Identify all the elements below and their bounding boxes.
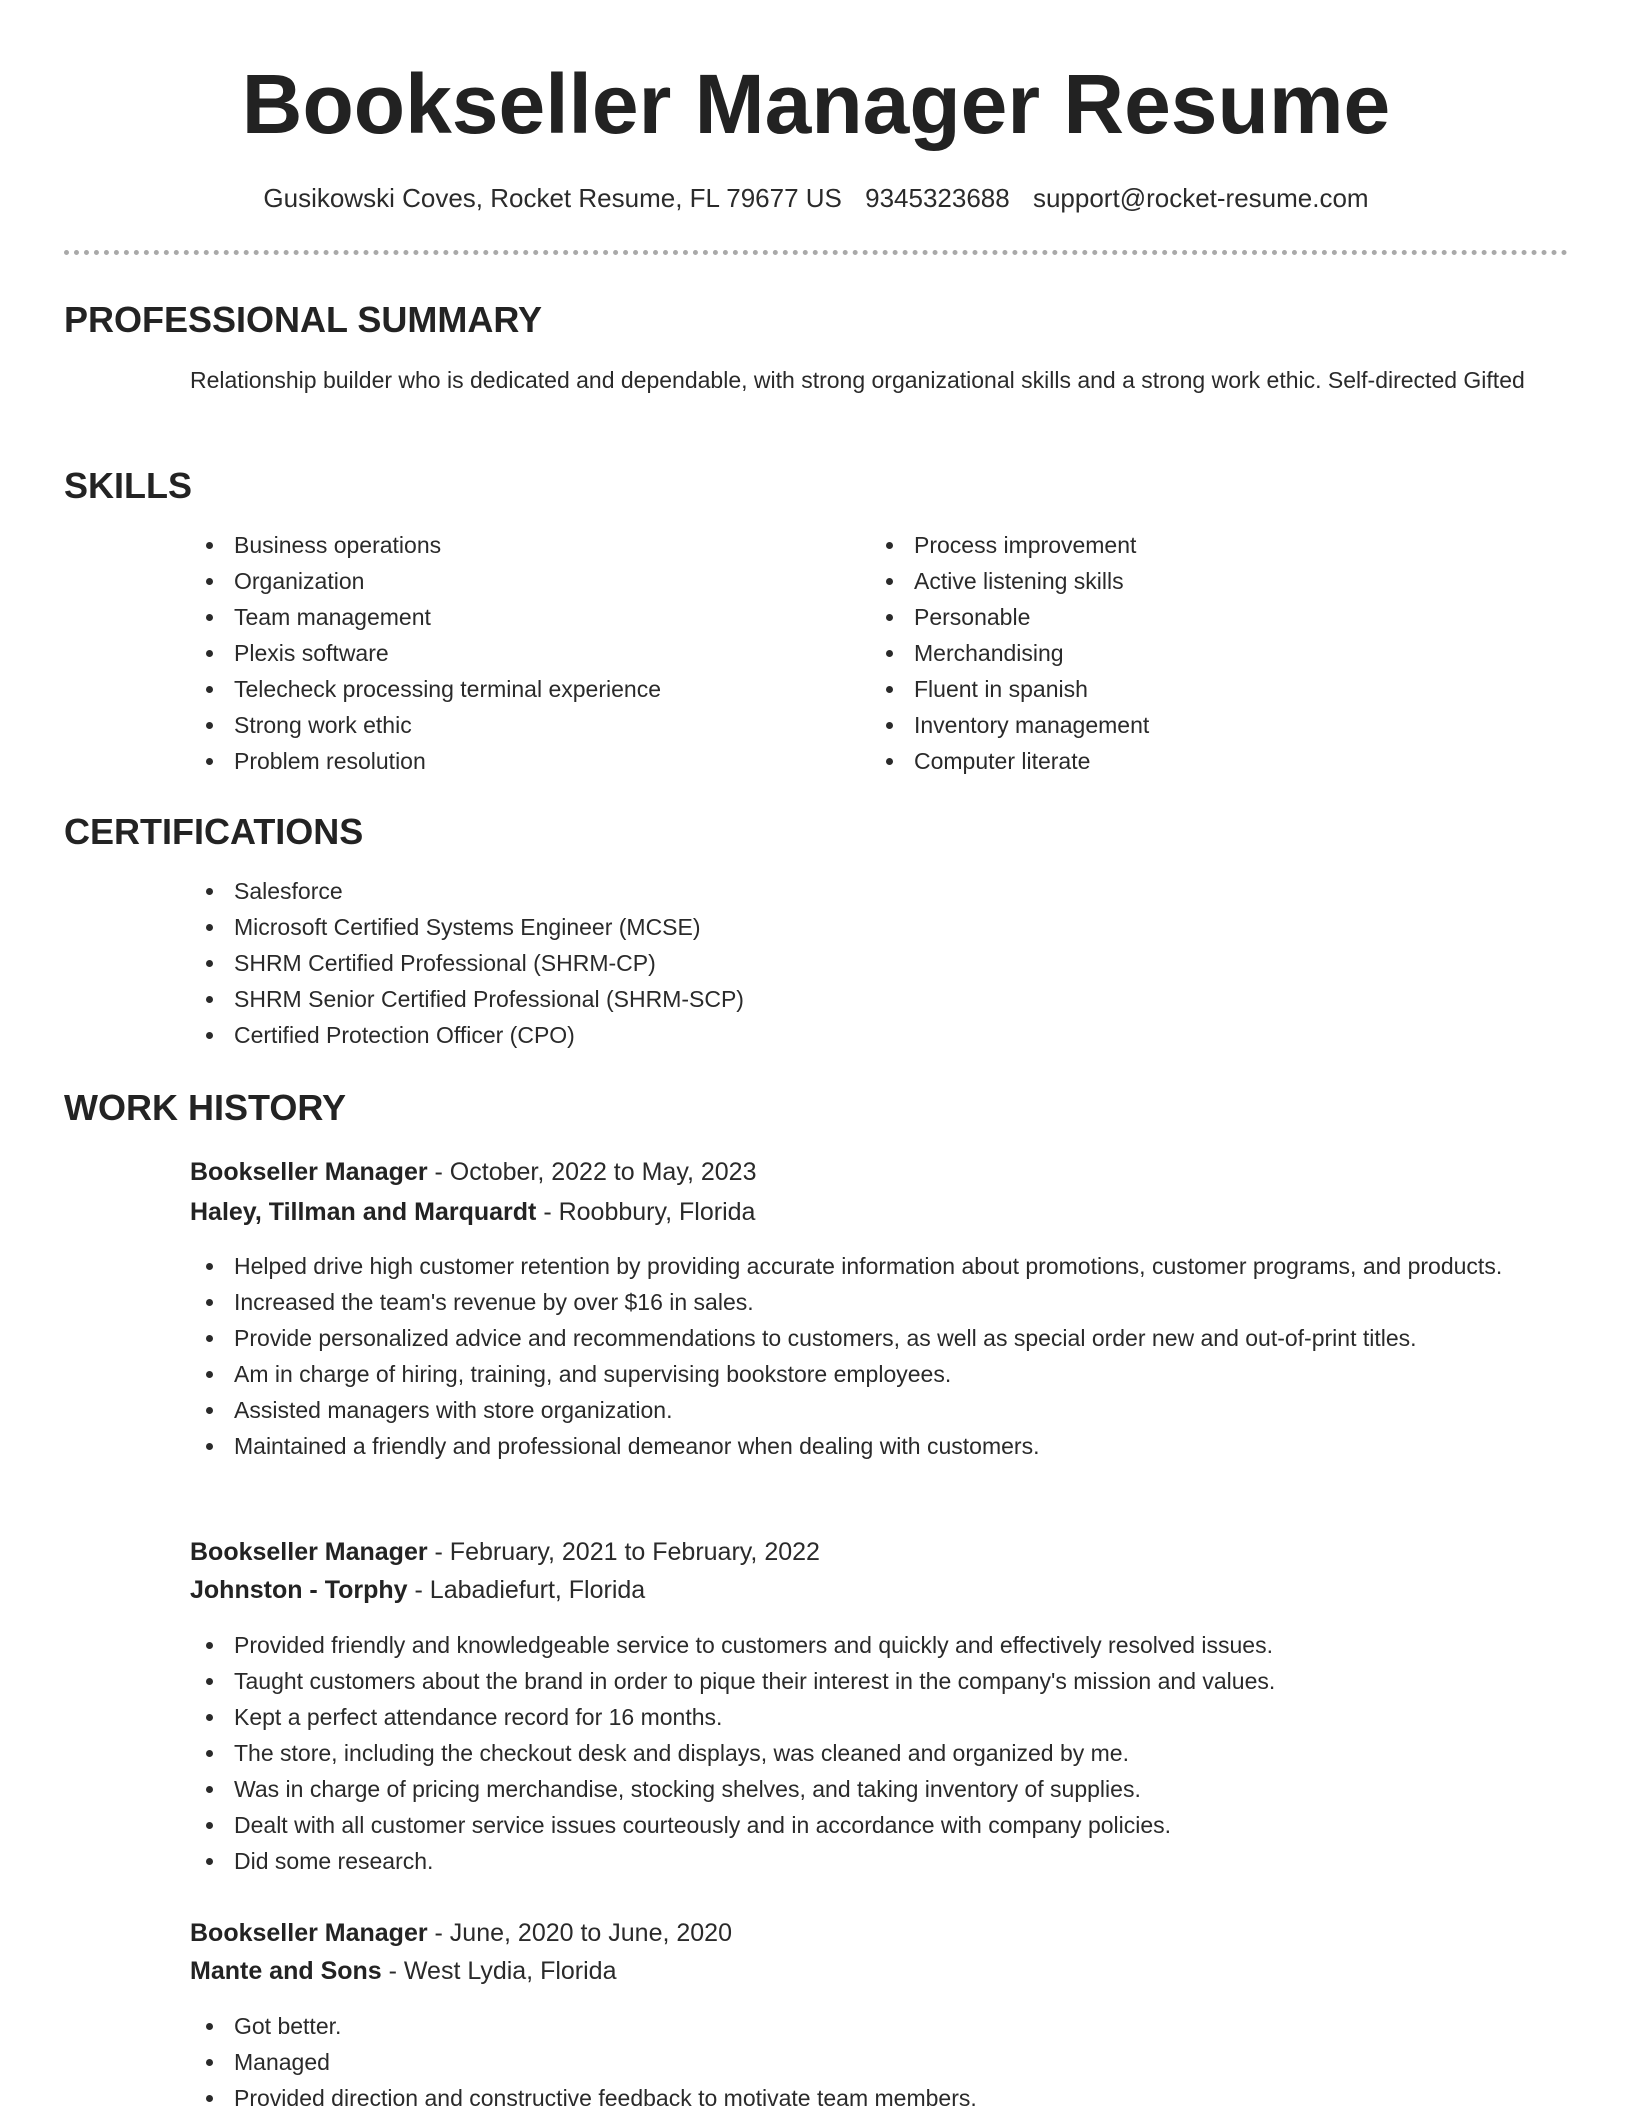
list-item: Telecheck processing terminal experience	[190, 671, 830, 707]
list-item: Salesforce	[190, 873, 1490, 909]
list-item: Inventory management	[870, 707, 1510, 743]
list-item: Microsoft Certified Systems Engineer (MCSE)	[190, 909, 1490, 945]
list-item: Organization	[190, 563, 830, 599]
job-title-line	[190, 1914, 732, 1952]
list-item: Process improvement	[870, 527, 1510, 563]
contact-email: support@rocket-resume.com	[1032, 183, 1369, 213]
list-item: Increased the team's revenue by over $16 in sales.	[190, 1284, 1530, 1320]
list-item: Computer literate	[870, 743, 1510, 779]
list-item: Problem resolution	[190, 743, 830, 779]
list-item: Provided direction and constructive feedback to motivate team members.	[190, 2080, 1530, 2116]
job-location: - Roobbury, Florida	[536, 1198, 756, 1226]
job-company: Mante and Sons	[190, 1957, 382, 1985]
list-item: Was in charge of pricing merchandise, stocking shelves, and taking inventory of supplies.	[190, 1771, 1530, 1807]
job-company-line	[190, 1193, 755, 1231]
summary-heading: PROFESSIONAL SUMMARY	[64, 299, 543, 340]
job-title-line	[190, 1533, 820, 1571]
contact-line	[0, 180, 1632, 216]
job-duties-list	[190, 1248, 1530, 1464]
list-item: The store, including the checkout desk and displays, was cleaned and organized by me.	[190, 1735, 1530, 1771]
job-title: Bookseller Manager	[190, 1919, 428, 1947]
list-item: Merchandising	[870, 635, 1510, 671]
job-company: Haley, Tillman and Marquardt	[190, 1198, 537, 1226]
skills-heading: SKILLS	[64, 465, 193, 506]
list-item: Maintained a friendly and professional demeanor when dealing with customers.	[190, 1428, 1530, 1464]
list-item: Am in charge of hiring, training, and supervising bookstore employees.	[190, 1356, 1530, 1392]
certifications-list	[190, 873, 1490, 1053]
job-company-line	[190, 1571, 645, 1609]
job-duties-list	[190, 1627, 1530, 1879]
job-location: - West Lydia, Florida	[381, 1957, 617, 1985]
list-item: Dealt with all customer service issues courteously and in accordance with company policies.	[190, 1807, 1530, 1843]
list-item: Provided friendly and knowledgeable service to customers and quickly and effectively resolved issues.	[190, 1627, 1530, 1663]
list-item: Plexis software	[190, 635, 830, 671]
job-location: - Labadiefurt, Florida	[407, 1576, 646, 1604]
job-title-line	[190, 1153, 757, 1191]
job-dates: - June, 2020 to June, 2020	[427, 1919, 732, 1947]
list-item: Managed	[190, 2044, 1530, 2080]
header-divider	[64, 250, 1568, 255]
list-item: Team management	[190, 599, 830, 635]
list-item: Strong work ethic	[190, 707, 830, 743]
list-item: Fluent in spanish	[870, 671, 1510, 707]
list-item: Certified Protection Officer (CPO)	[190, 1017, 1490, 1053]
skills-list-left	[190, 527, 830, 779]
job-company-line	[190, 1952, 617, 1990]
list-item: SHRM Senior Certified Professional (SHRM-SCP)	[190, 981, 1490, 1017]
list-item: Personable	[870, 599, 1510, 635]
list-item: Kept a perfect attendance record for 16 months.	[190, 1699, 1530, 1735]
list-item: Did some research.	[190, 1843, 1530, 1879]
job-duties-list	[190, 2008, 1530, 2116]
job-title: Bookseller Manager	[190, 1538, 428, 1566]
list-item: Active listening skills	[870, 563, 1510, 599]
job-dates: - February, 2021 to February, 2022	[427, 1538, 820, 1566]
list-item: SHRM Certified Professional (SHRM-CP)	[190, 945, 1490, 981]
job-title: Bookseller Manager	[190, 1158, 428, 1186]
contact-address: Gusikowski Coves, Rocket Resume, FL 79677 US	[263, 183, 842, 213]
resume-title: Bookseller Manager Resume	[241, 57, 1391, 151]
list-item: Helped drive high customer retention by providing accurate information about promotions, customer programs, and products.	[190, 1248, 1530, 1284]
list-item: Provide personalized advice and recommendations to customers, as well as special order new and out-of-print titles.	[190, 1320, 1530, 1356]
list-item: Business operations	[190, 527, 830, 563]
job-dates: - October, 2022 to May, 2023	[427, 1158, 757, 1186]
work-history-heading: WORK HISTORY	[64, 1087, 347, 1128]
list-item: Taught customers about the brand in order to pique their interest in the company's mission and values.	[190, 1663, 1530, 1699]
list-item: Got better.	[190, 2008, 1530, 2044]
list-item: Assisted managers with store organization.	[190, 1392, 1530, 1428]
job-company: Johnston - Torphy	[190, 1576, 408, 1604]
summary-text: Relationship builder who is dedicated and dependable, with strong organizational skills and a strong work ethic. Self-directed Gifted	[190, 367, 1525, 393]
contact-phone: 9345323688	[865, 183, 1010, 213]
skills-list-right	[870, 527, 1510, 779]
certifications-heading: CERTIFICATIONS	[64, 811, 364, 852]
